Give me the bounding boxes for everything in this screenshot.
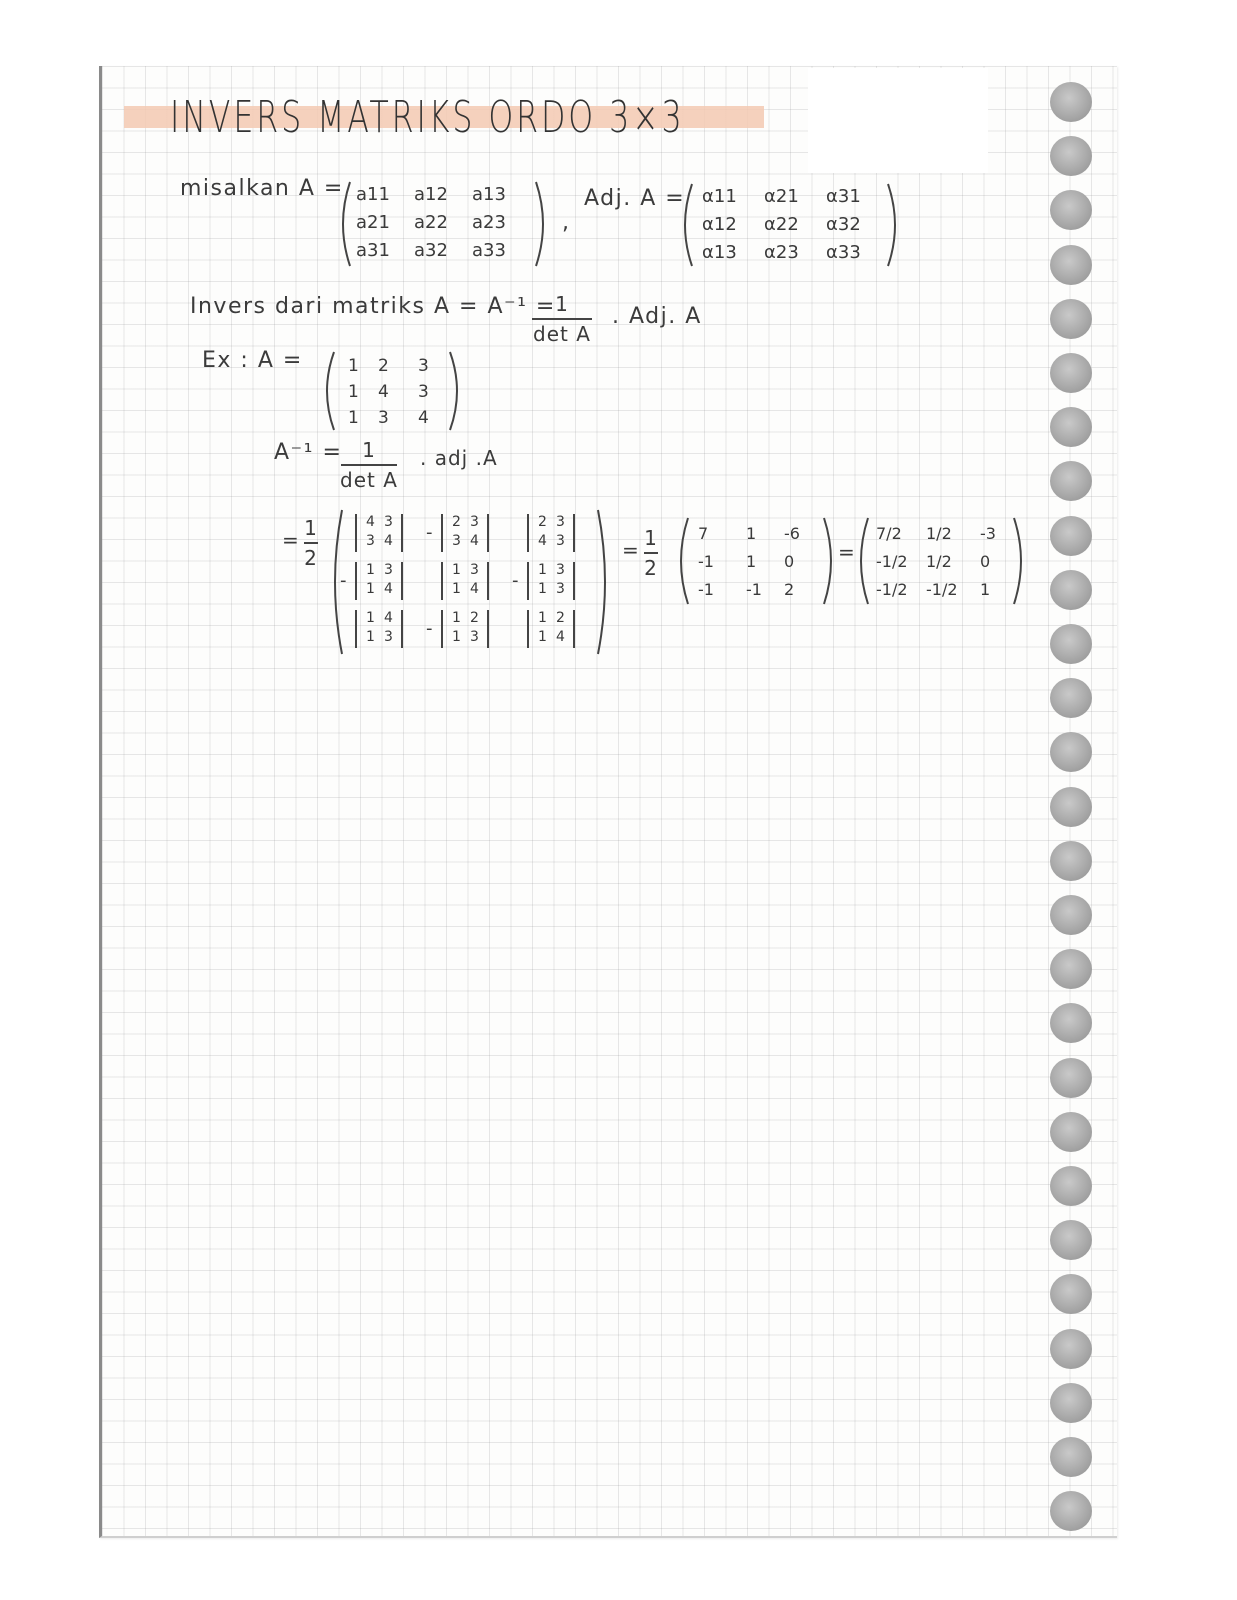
minor-cell: 2: [452, 514, 461, 530]
inverse-numerator: 1: [362, 438, 376, 462]
bracket-stroke: [598, 510, 605, 654]
minor-cell: 1: [452, 581, 461, 597]
matrix-cell: 3: [378, 408, 389, 428]
half-den: 2: [304, 546, 318, 570]
minor-cell: 3: [384, 629, 393, 645]
minor-cell: 1: [452, 610, 461, 626]
binder-hole: [1050, 678, 1092, 718]
equals-3: =: [838, 540, 856, 564]
binder-hole: [1050, 732, 1092, 772]
matrix-cell: -1/2: [926, 580, 958, 599]
matrix-brackets: [526, 608, 576, 650]
matrix-brackets: [526, 560, 576, 602]
binder-hole: [1050, 787, 1092, 827]
matrix-cell: 2: [378, 356, 389, 376]
binder-hole: [1050, 1112, 1092, 1152]
binder-hole: [1050, 570, 1092, 610]
minor-determinant: [354, 512, 404, 554]
half-num-2: 1: [644, 526, 658, 550]
bracket-stroke: [861, 518, 868, 604]
minor-cell: 3: [470, 514, 479, 530]
binder-hole: [1050, 1383, 1092, 1423]
matrix-cell: α21: [764, 186, 799, 207]
formula-numerator: 1: [555, 292, 569, 316]
minor-cell: 2: [470, 610, 479, 626]
minor-cell: 1: [452, 629, 461, 645]
minor-cell: 4: [384, 610, 393, 626]
inverse-lead: A⁻¹ =: [274, 440, 343, 465]
binder-hole: [1050, 1437, 1092, 1477]
minor-cell: 4: [470, 581, 479, 597]
binder-hole: [1050, 245, 1092, 285]
bracket-stroke: [681, 518, 688, 604]
minor-cell: 1: [366, 629, 375, 645]
bracket-stroke: [450, 352, 457, 430]
bracket-stroke: [343, 182, 350, 266]
minor-determinant: [526, 608, 576, 650]
matrix-a-example: [322, 350, 462, 432]
matrix-cell: 4: [418, 408, 429, 428]
half-fraction-2: [644, 526, 658, 580]
bracket-stroke: [536, 182, 543, 266]
matrix-cell: -3: [980, 524, 996, 543]
cofactor-matrix: [330, 508, 610, 656]
minor-cell: 3: [384, 562, 393, 578]
matrix-cell: α13: [702, 242, 737, 263]
minor-sign: -: [512, 570, 519, 591]
half-num: 1: [304, 516, 318, 540]
minor-cell: 3: [470, 562, 479, 578]
binder-hole: [1050, 353, 1092, 393]
minor-cell: 1: [538, 629, 547, 645]
minor-cell: 2: [538, 514, 547, 530]
minor-cell: 1: [366, 581, 375, 597]
definition-lead: misalkan A =: [180, 176, 344, 201]
matrix-cell: 1: [980, 580, 991, 599]
bracket-stroke: [888, 184, 895, 266]
matrix-cell: 1: [746, 552, 757, 571]
matrix-cell: 0: [980, 552, 991, 571]
minor-cell: 3: [556, 562, 565, 578]
matrix-cell: α22: [764, 214, 799, 235]
equals-1: =: [282, 528, 300, 552]
binder-holes: [1050, 82, 1094, 1522]
matrix-cell: -1: [698, 580, 714, 599]
notebook-page: [99, 66, 1117, 1538]
minor-cell: 3: [556, 533, 565, 549]
definition-comma: ,: [562, 210, 571, 235]
matrix-brackets: [322, 350, 462, 432]
minor-cell: 1: [538, 581, 547, 597]
equals-2: =: [622, 538, 640, 562]
matrix-cell: 2: [784, 580, 795, 599]
matrix-cell: α33: [826, 242, 861, 263]
matrix-cell: 1: [348, 382, 359, 402]
binder-hole: [1050, 1003, 1092, 1043]
inverse-fraction: [340, 438, 398, 492]
matrix-cell: 3: [418, 382, 429, 402]
minor-cell: 1: [538, 562, 547, 578]
matrix-brackets: [440, 608, 490, 650]
matrix-a-general: [338, 180, 548, 268]
minor-determinant: [440, 608, 490, 650]
minor-cell: 4: [556, 629, 565, 645]
bracket-stroke: [824, 518, 831, 604]
binder-hole: [1050, 841, 1092, 881]
matrix-cell: -1/2: [876, 580, 908, 599]
minor-determinant: [440, 560, 490, 602]
minor-cell: 4: [470, 533, 479, 549]
matrix-cell: 1: [348, 408, 359, 428]
matrix-cell: 1/2: [926, 524, 952, 543]
matrix-cell: α23: [764, 242, 799, 263]
binder-hole: [1050, 1329, 1092, 1369]
minor-cell: 4: [384, 581, 393, 597]
minor-cell: 4: [366, 514, 375, 530]
matrix-cell: a23: [472, 212, 506, 233]
minor-determinant: [526, 512, 576, 554]
paper-patch: [808, 68, 988, 173]
binder-hole: [1050, 1058, 1092, 1098]
binder-hole: [1050, 190, 1092, 230]
matrix-cell: a22: [414, 212, 448, 233]
binder-hole: [1050, 624, 1092, 664]
binder-hole: [1050, 1220, 1092, 1260]
minor-cell: 1: [452, 562, 461, 578]
minor-sign: -: [426, 522, 433, 543]
matrix-brackets: [354, 560, 404, 602]
binder-hole: [1050, 299, 1092, 339]
binder-hole: [1050, 1274, 1092, 1314]
half-den-2: 2: [644, 556, 658, 580]
bracket-stroke: [685, 184, 692, 266]
matrix-cell: a11: [356, 184, 390, 205]
minor-sign: -: [340, 570, 347, 591]
inverse-tail: . adj .A: [420, 446, 498, 470]
formula-denominator: det A: [533, 322, 591, 346]
minor-cell: 1: [366, 562, 375, 578]
binder-hole: [1050, 82, 1092, 122]
inverse-result-matrix: [856, 516, 1026, 606]
bracket-stroke: [327, 352, 334, 430]
matrix-brackets: [526, 512, 576, 554]
minor-determinant: [526, 560, 576, 602]
matrix-cell: a21: [356, 212, 390, 233]
minor-sign: -: [426, 618, 433, 639]
matrix-cell: α31: [826, 186, 861, 207]
matrix-cell: a32: [414, 240, 448, 261]
formula-tail: . Adj. A: [612, 304, 702, 329]
matrix-cell: 4: [378, 382, 389, 402]
minor-cell: 3: [556, 581, 565, 597]
minor-cell: 3: [470, 629, 479, 645]
binder-hole: [1050, 949, 1092, 989]
minor-cell: 2: [556, 610, 565, 626]
adj-lead: Adj. A =: [584, 186, 686, 211]
binder-hole: [1050, 516, 1092, 556]
matrix-brackets: [354, 608, 404, 650]
minor-determinant: [354, 608, 404, 650]
binder-hole: [1050, 461, 1092, 501]
matrix-cell: 0: [784, 552, 795, 571]
matrix-brackets: [354, 512, 404, 554]
page-title: INVERS MATRIKS ORDO 3×3: [170, 92, 685, 143]
binder-hole: [1050, 407, 1092, 447]
matrix-cell: -1: [698, 552, 714, 571]
binder-hole: [1050, 1166, 1092, 1206]
half-fraction-1: [304, 516, 318, 570]
example-lead: Ex : A =: [202, 348, 303, 373]
matrix-cell: 3: [418, 356, 429, 376]
minor-cell: 3: [384, 514, 393, 530]
matrix-cell: 7: [698, 524, 709, 543]
matrix-cell: a12: [414, 184, 448, 205]
matrix-cell: -1/2: [876, 552, 908, 571]
matrix-cell: 7/2: [876, 524, 902, 543]
minor-cell: 3: [366, 533, 375, 549]
matrix-cell: 1/2: [926, 552, 952, 571]
matrix-brackets: [440, 512, 490, 554]
matrix-cell: α12: [702, 214, 737, 235]
matrix-adj-general: [680, 182, 900, 268]
binder-hole: [1050, 895, 1092, 935]
formula-lead: Invers dari matriks A = A⁻¹ =: [190, 294, 556, 319]
matrix-cell: 1: [348, 356, 359, 376]
binder-hole: [1050, 1491, 1092, 1531]
formula-fraction: [532, 292, 592, 346]
minor-cell: 4: [384, 533, 393, 549]
minor-cell: 3: [556, 514, 565, 530]
matrix-cell: α11: [702, 186, 737, 207]
minor-determinant: [354, 560, 404, 602]
minor-cell: 4: [538, 533, 547, 549]
matrix-cell: -1: [746, 580, 762, 599]
matrix-brackets: [440, 560, 490, 602]
binder-hole: [1050, 136, 1092, 176]
minor-cell: 1: [538, 610, 547, 626]
matrix-cell: α32: [826, 214, 861, 235]
adjoint-matrix: [676, 516, 836, 606]
minor-cell: 1: [366, 610, 375, 626]
matrix-cell: a31: [356, 240, 390, 261]
matrix-cell: a33: [472, 240, 506, 261]
matrix-cell: 1: [746, 524, 757, 543]
minor-determinant: [440, 512, 490, 554]
minor-cell: 3: [452, 533, 461, 549]
matrix-cell: -6: [784, 524, 800, 543]
bracket-stroke: [1014, 518, 1021, 604]
matrix-cell: a13: [472, 184, 506, 205]
inverse-denominator: det A: [340, 468, 398, 492]
